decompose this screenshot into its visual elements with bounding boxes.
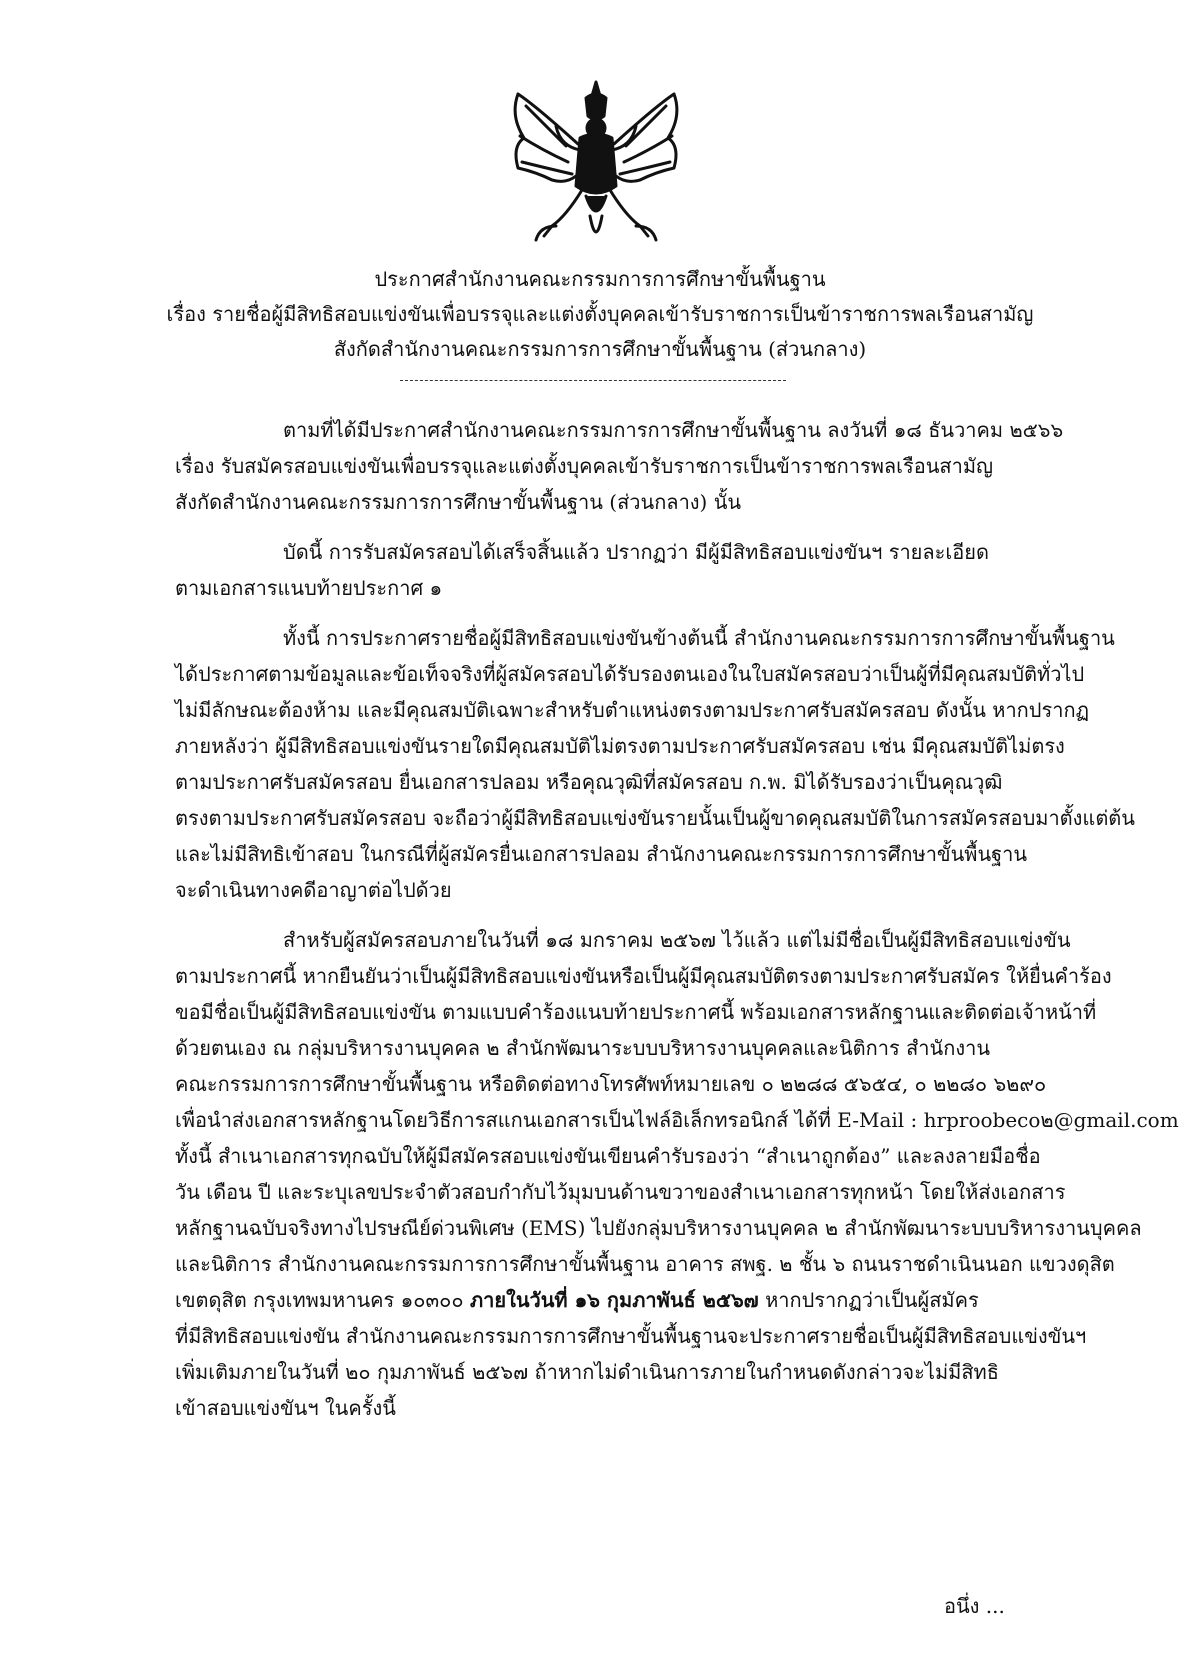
paragraph-line bbox=[175, 1282, 1065, 1318]
paragraph-appeal bbox=[175, 922, 1179, 1426]
paragraph-line: สังกัดสำนักงานคณะกรรมการการศึกษาขั้นพื้นฐาน (ส่วนกลาง) นั้น bbox=[175, 490, 742, 514]
paragraph-line: หลักฐานฉบับจริงทางไปรษณีย์ด่วนพิเศษ (EMS) ไปยังกลุ่มบริหารงานบุคคล ๒ สำนักพัฒนาระบบบริหารงานบุคคล bbox=[175, 1216, 1142, 1240]
paragraph-line: ทั้งนี้ สำเนาเอกสารทุกฉบับให้ผู้มีสมัครสอบแข่งขันเขียนคำรับรองว่า “สำเนาถูกต้อง” และลงลายมือชื่อ bbox=[175, 1144, 1041, 1168]
paragraph-line: ตามประกาศนี้ หากยืนยันว่าเป็นผู้มีสิทธิสอบแข่งขันหรือเป็นผู้มีคุณสมบัติตรงตามประกาศรับสมัคร ให้ยื่นคำร้อง bbox=[175, 964, 1112, 988]
paragraph-line: ตรงตามประกาศรับสมัครสอบ จะถือว่าผู้มีสิทธิสอบแข่งขันรายนั้นเป็นผู้ขาดคุณสมบัติในการสมัครสอบมาตั้งแต่ต้น bbox=[175, 806, 1135, 830]
paragraph-line: ที่มีสิทธิสอบแข่งขัน สำนักงานคณะกรรมการการศึกษาขั้นพื้นฐานจะประกาศรายชื่อเป็นผู้มีสิทธิสอบแข่งขันฯ bbox=[175, 1324, 1087, 1348]
paragraph-line: วัน เดือน ปี และระบุเลขประจำตัวสอบกำกับไว้มุมบนด้านขวาของสำเนาเอกสารทุกหน้า โดยให้ส่งเอกสาร bbox=[175, 1180, 1066, 1204]
continuation-marker: อนึ่ง ... bbox=[944, 1594, 1005, 1618]
paragraph-line: ไม่มีลักษณะต้องห้าม และมีคุณสมบัติเฉพาะสำหรับตำแหน่งตรงตามประกาศรับสมัครสอบ ดังนั้น หากปรากฏ bbox=[175, 698, 1089, 722]
header-divider bbox=[400, 380, 786, 381]
line-text: หากปรากฏว่าเป็นผู้สมัคร bbox=[758, 1288, 979, 1312]
paragraph-line: เข้าสอบแข่งขันฯ ในครั้งนี้ bbox=[175, 1396, 396, 1420]
paragraph-line: ทั้งนี้ การประกาศรายชื่อผู้มีสิทธิสอบแข่งขันข้างต้นนี้ สำนักงานคณะกรรมการการศึกษาขั้นพื้นฐาน bbox=[283, 626, 1115, 650]
paragraph-line: คณะกรรมการการศึกษาขั้นพื้นฐาน หรือติดต่อทางโทรศัพท์หมายเลข ๐ ๒๒๘๘ ๕๖๕๔, ๐ ๒๒๘๐ ๖๒๙๐ bbox=[175, 1072, 1047, 1096]
header-subject: เรื่อง รายชื่อผู้มีสิทธิสอบแข่งขันเพื่อบรรจุและแต่งตั้งบุคคลเข้ารับราชการเป็นข้าราชการพลเรือนสามัญ bbox=[166, 302, 1034, 326]
paragraph-line: ขอมีชื่อเป็นผู้มีสิทธิสอบแข่งขัน ตามแบบคำร้องแนบท้ายประกาศนี้ พร้อมเอกสารหลักฐานและติดต่อเจ้าหน้าที่ bbox=[175, 1000, 1097, 1024]
garuda-emblem bbox=[496, 76, 696, 256]
paragraph-line: ได้ประกาศตามข้อมูลและข้อเท็จจริงที่ผู้สมัครสอบได้รับรองตนเองในใบสมัครสอบว่าเป็นผู้ที่มีคุณสมบัติทั่วไป bbox=[175, 662, 1085, 686]
header-affiliation: สังกัดสำนักงานคณะกรรมการการศึกษาขั้นพื้นฐาน (ส่วนกลาง) bbox=[333, 337, 867, 361]
announcement-header bbox=[60, 262, 1140, 367]
paragraph-reference bbox=[175, 412, 1065, 520]
paragraph-line: จะดำเนินทางคดีอาญาต่อไปด้วย bbox=[175, 878, 452, 902]
paragraph-line: เรื่อง รับสมัครสอบแข่งขันเพื่อบรรจุและแต่งตั้งบุคคลเข้ารับราชการเป็นข้าราชการพลเรือนสามัญ bbox=[175, 454, 994, 478]
line-text: เขตดุสิต กรุงเทพมหานคร ๑๐๓๐๐ bbox=[175, 1288, 470, 1312]
paragraph-line: ด้วยตนเอง ณ กลุ่มบริหารงานบุคคล ๒ สำนักพัฒนาระบบบริหารงานบุคคลและนิติการ สำนักงาน bbox=[175, 1036, 990, 1060]
paragraph-line: ตามที่ได้มีประกาศสำนักงานคณะกรรมการการศึกษาขั้นพื้นฐาน ลงวันที่ ๑๘ ธันวาคม ๒๕๖๖ bbox=[283, 418, 1064, 442]
deadline-date: ภายในวันที่ ๑๖ กุมภาพันธ์ ๒๕๖๗ bbox=[469, 1288, 759, 1312]
paragraph-line: สำหรับผู้สมัครสอบภายในวันที่ ๑๘ มกราคม ๒๕๖๗ ไว้แล้ว แต่ไม่มีชื่อเป็นผู้มีสิทธิสอบแข่งขัน bbox=[283, 928, 1071, 952]
paragraph-line: เพื่อนำส่งเอกสารหลักฐานโดยวิธีการสแกนเอกสารเป็นไฟล์อิเล็กทรอนิกส์ ได้ที่ E-Mail : hrproobeco๒@gmail.com bbox=[175, 1108, 1179, 1132]
paragraph-line: และนิติการ สำนักงานคณะกรรมการการศึกษาขั้นพื้นฐาน อาคาร สพฐ. ๒ ชั้น ๖ ถนนราชดำเนินนอก แขวงดุสิต bbox=[175, 1252, 1115, 1276]
paragraph-line: ตามประกาศรับสมัครสอบ ยื่นเอกสารปลอม หรือคุณวุฒิที่สมัครสอบ ก.พ. มิได้รับรองว่าเป็นคุณวุฒิ bbox=[175, 770, 1003, 794]
paragraph-result bbox=[175, 534, 1065, 606]
paragraph-line: เพิ่มเติมภายในวันที่ ๒๐ กุมภาพันธ์ ๒๕๖๗ ถ้าหากไม่ดำเนินการภายในกำหนดดังกล่าวจะไม่มีสิทธิ bbox=[175, 1360, 999, 1384]
paragraph-line: บัดนี้ การรับสมัครสอบได้เสร็จสิ้นแล้ว ปรากฏว่า มีผู้มีสิทธิสอบแข่งขันฯ รายละเอียด bbox=[283, 540, 989, 564]
paragraph-conditions bbox=[175, 620, 1135, 908]
paragraph-line: ภายหลังว่า ผู้มีสิทธิสอบแข่งขันรายใดมีคุณสมบัติไม่ตรงตามประกาศรับสมัครสอบ เช่น มีคุณสมบัติไม่ตรง bbox=[175, 734, 1065, 758]
paragraph-line: และไม่มีสิทธิเข้าสอบ ในกรณีที่ผู้สมัครยื่นเอกสารปลอม สำนักงานคณะกรรมการการศึกษาขั้นพื้นฐาน bbox=[175, 842, 1028, 866]
header-title: ประกาศสำนักงานคณะกรรมการการศึกษาขั้นพื้นฐาน bbox=[374, 267, 826, 291]
paragraph-line: ตามเอกสารแนบท้ายประกาศ ๑ bbox=[175, 576, 443, 600]
